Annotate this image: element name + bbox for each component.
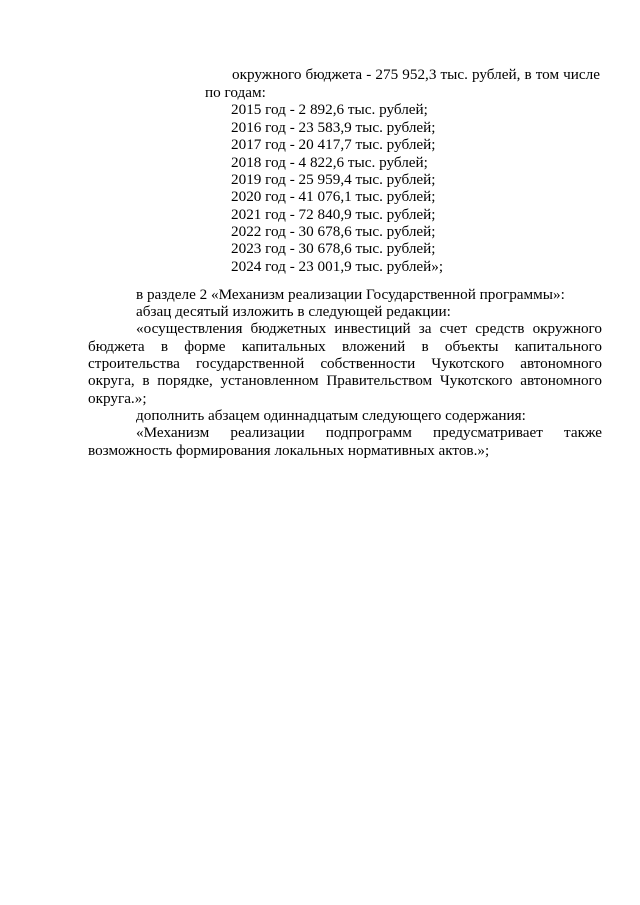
section-intro-paragraph: в разделе 2 «Механизм реализации Государственной программы»: [136, 286, 565, 303]
year-line-2024: 2024 год - 23 001,9 тыс. рублей»; [231, 258, 444, 275]
quote-2-line-1: «Механизм реализации подпрограмм предусматривает также [136, 424, 602, 441]
year-line-2023: 2023 год - 30 678,6 тыс. рублей; [231, 240, 436, 257]
quote-2-line-2: возможность формирования локальных нормативных актов.»; [88, 442, 490, 459]
quote-1-line-3: строительства государственной собственности Чукотского автономного [88, 355, 602, 372]
instruction-paragraph-2: дополнить абзацем одиннадцатым следующего содержания: [136, 407, 526, 424]
year-line-2020: 2020 год - 41 076,1 тыс. рублей; [231, 188, 436, 205]
year-line-2016: 2016 год - 23 583,9 тыс. рублей; [231, 119, 436, 136]
quote-1-line-2: бюджета в форме капитальных вложений в объекты капитального [88, 338, 602, 355]
budget-total-line: окружного бюджета - 275 952,3 тыс. рублей, в том числе [232, 66, 600, 83]
quote-1-line-5: округа.»; [88, 390, 147, 407]
year-line-2018: 2018 год - 4 822,6 тыс. рублей; [231, 154, 428, 171]
year-line-2021: 2021 год - 72 840,9 тыс. рублей; [231, 206, 436, 223]
by-years-label: по годам: [205, 84, 266, 101]
year-line-2017: 2017 год - 20 417,7 тыс. рублей; [231, 136, 436, 153]
year-line-2022: 2022 год - 30 678,6 тыс. рублей; [231, 223, 436, 240]
instruction-paragraph-1: абзац десятый изложить в следующей редакции: [136, 303, 451, 320]
year-line-2015: 2015 год - 2 892,6 тыс. рублей; [231, 101, 428, 118]
year-line-2019: 2019 год - 25 959,4 тыс. рублей; [231, 171, 436, 188]
quote-1-line-1: «осуществления бюджетных инвестиций за счет средств окружного [136, 320, 602, 337]
quote-1-line-4: округа, в порядке, установленном Правительством Чукотского автономного [88, 372, 602, 389]
